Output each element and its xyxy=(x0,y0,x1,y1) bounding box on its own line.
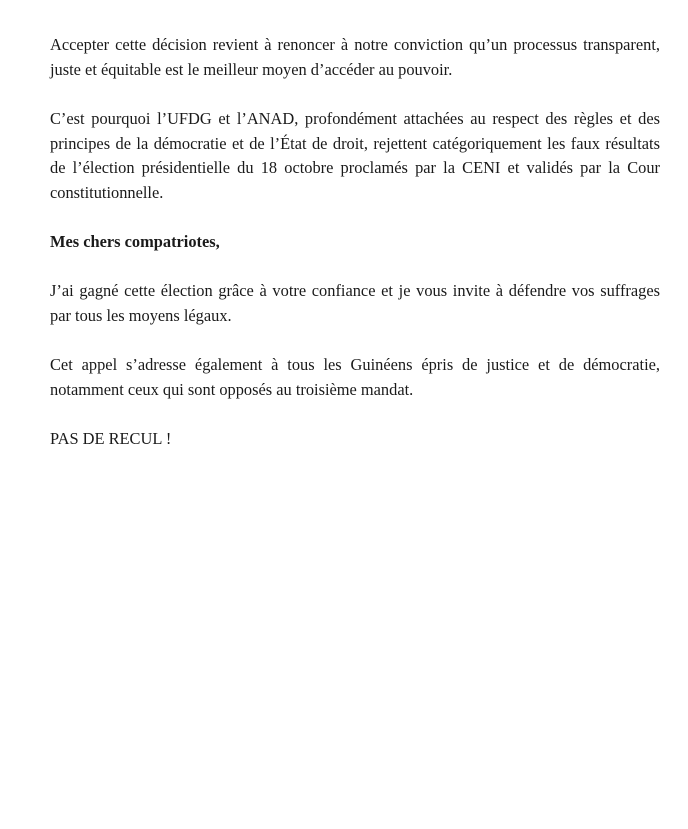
paragraph-decision: Accepter cette décision revient à renoncer à notre conviction qu’un processus transparent, juste et équitable est le meilleur moyen d’accéder au pouvoir. xyxy=(50,35,660,79)
paragraph-invitation: J’ai gagné cette élection grâce à votre confiance et je vous invite à défendre vos suffrages par tous les moyens légaux. xyxy=(50,281,660,325)
paragraph-appeal: Cet appel s’adresse également à tous les Guinéens épris de justice et de démocratie, notamment ceux qui sont opposés au troisième mandat. xyxy=(50,355,660,399)
paragraph-rejection: C’est pourquoi l’UFDG et l’ANAD, profondément attachées au respect des règles et des principes de la démocratie et de l’État de droit, rejettent catégoriquement les faux résultats de l’élection présidentielle du 18 octobre proclamés par la CENI et validés par la Cour constitutionnelle. xyxy=(50,109,660,202)
salutation-heading: Mes chers compatriotes, xyxy=(50,232,220,251)
closing-slogan: PAS DE RECUL ! xyxy=(50,429,172,448)
